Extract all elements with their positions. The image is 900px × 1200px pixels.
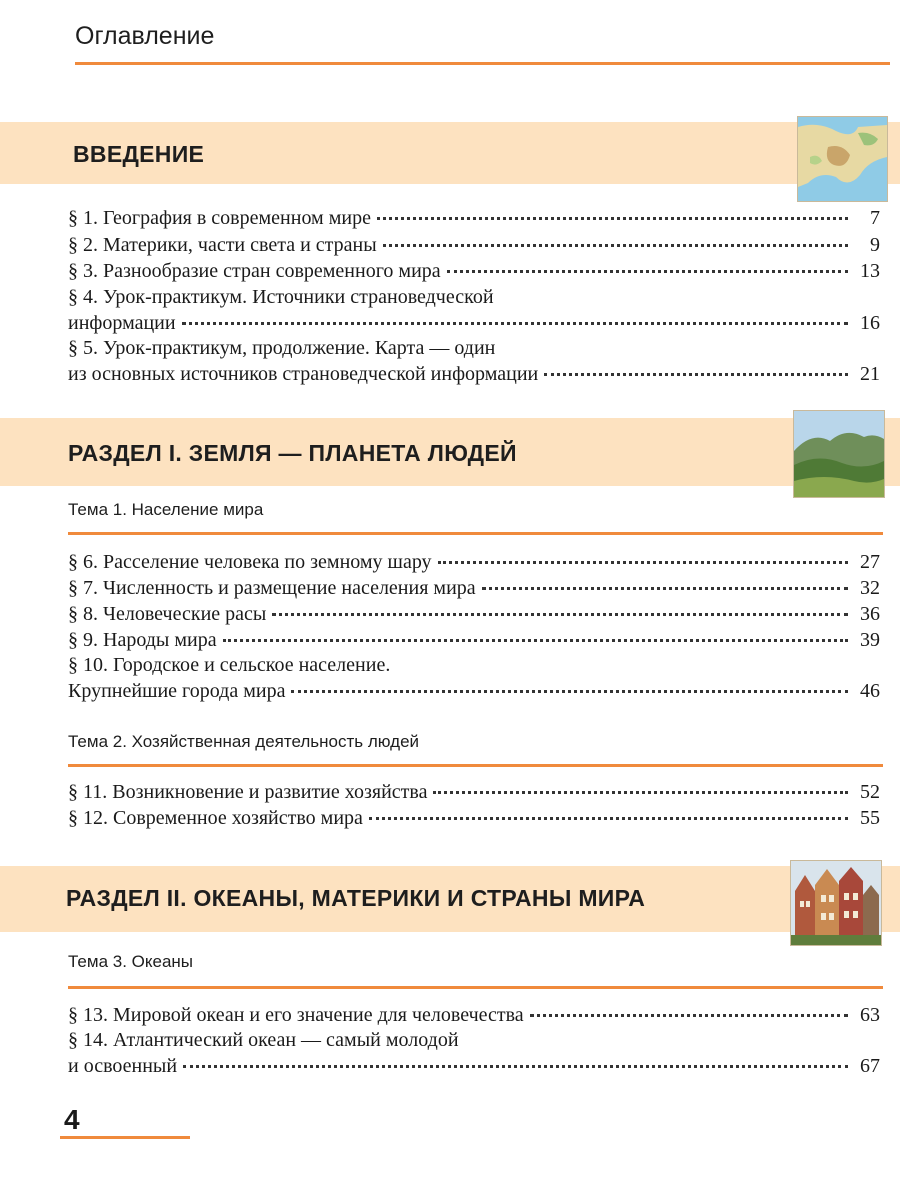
entry-page: 39 [860,629,880,651]
leader-dots [369,813,848,820]
entry-text: § 2. Материки, части света и страны [68,234,377,256]
entry-page: 46 [860,680,880,702]
page-title: Оглавление [75,22,215,50]
page-number: 4 [64,1104,80,1135]
toc-entry[interactable] [68,206,880,230]
entry-page: 13 [860,260,880,282]
entry-text: и освоенный [68,1055,178,1077]
leader-dots [544,369,848,376]
entry-text: § 8. Человеческие расы [68,603,267,625]
toc-entry[interactable] [68,550,880,574]
toc-entry[interactable] [68,285,880,335]
entry-text: § 4. Урок-практикум. Источники страноведческой [68,286,494,308]
leader-dots [223,635,848,642]
leader-dots [182,318,848,325]
city-thumbnail [790,860,882,946]
entry-page: 36 [860,603,880,625]
topic2-rule [68,764,883,767]
intro-title: ВВЕДЕНИЕ [73,141,205,167]
entry-text: Крупнейшие города мира [68,680,286,702]
entry-text: § 13. Мировой океан и его значение для человечества [68,1004,524,1026]
entry-text: § 3. Разнообразие стран современного мира [68,260,441,282]
section2-title: РАЗДЕЛ II. ОКЕАНЫ, МАТЕРИКИ И СТРАНЫ МИРА [66,885,646,911]
leader-dots [291,686,848,693]
toc-entry[interactable] [68,780,880,804]
entry-text: § 5. Урок-практикум, продолжение. Карта — один [68,337,496,359]
toc-entry[interactable] [68,1028,880,1078]
topic1-title: Тема 1. Население мира [68,500,264,519]
entry-text: § 6. Расселение человека по земному шару [68,551,432,573]
entry-text: из основных источников страноведческой информации [68,363,539,385]
leader-dots [438,557,848,564]
footer-rule [60,1136,190,1139]
entry-text: § 9. Народы мира [68,629,217,651]
topic3-rule [68,986,883,989]
leader-dots [377,213,848,220]
entry-page: 16 [860,312,880,334]
topic1-rule [68,532,883,535]
toc-entry[interactable] [68,233,880,257]
entry-text: § 7. Численность и размещение населения мира [68,577,476,599]
toc-entry[interactable] [68,1003,880,1027]
leader-dots [447,266,848,273]
leader-dots [383,240,848,247]
entry-page: 67 [860,1055,880,1077]
entry-text: § 10. Городское и сельское население. [68,654,391,676]
entry-page: 27 [860,551,880,573]
entry-page: 55 [860,807,880,829]
toc-entry[interactable] [68,576,880,600]
section1-title: РАЗДЕЛ I. ЗЕМЛЯ — ПЛАНЕТА ЛЮДЕЙ [68,440,517,466]
toc-entry[interactable] [68,653,880,703]
leader-dots [272,609,848,616]
topic3-title: Тема 3. Океаны [68,952,194,971]
leader-dots [530,1010,848,1017]
entry-text: § 1. География в современном мире [68,207,371,229]
entry-page: 9 [870,234,880,256]
entry-text: § 11. Возникновение и развитие хозяйства [68,781,428,803]
toc-entry[interactable] [68,628,880,652]
entry-text: информации [68,312,176,334]
topic2-title: Тема 2. Хозяйственная деятельность людей [68,732,420,751]
toc-entry[interactable] [68,336,880,386]
entry-page: 32 [860,577,880,599]
map-thumbnail [797,116,888,202]
landscape-thumbnail [793,410,885,498]
toc-entry[interactable] [68,602,880,626]
toc-entry[interactable] [68,806,880,830]
title-rule [75,62,890,65]
toc-entry[interactable] [68,259,880,283]
leader-dots [433,787,848,794]
entry-text: § 14. Атлантический океан — самый молодой [68,1029,459,1051]
entry-text: § 12. Современное хозяйство мира [68,807,363,829]
entry-page: 63 [860,1004,880,1026]
entry-page: 21 [860,363,880,385]
leader-dots [482,583,848,590]
entry-page: 7 [870,207,880,229]
leader-dots [183,1061,848,1068]
entry-page: 52 [860,781,880,803]
